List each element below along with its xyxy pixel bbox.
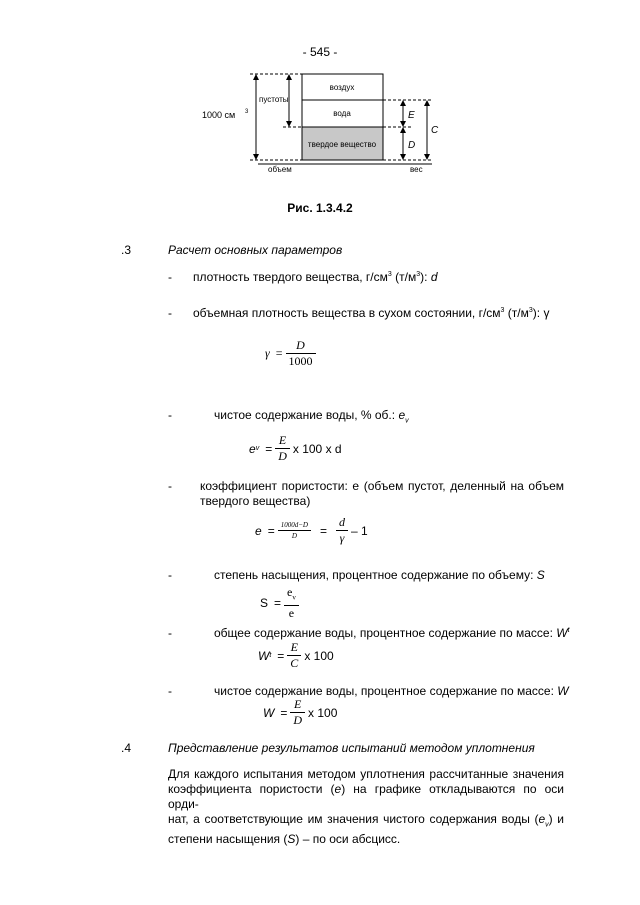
- item-net-water-mass: чистое содержание воды, процентное содержание по массе: W: [214, 684, 569, 698]
- arrow-voids-head-bottom: [286, 121, 292, 127]
- bullet-dash: -: [168, 408, 172, 422]
- item-solid-density: плотность твердого вещества, $г/см^3$ $(т/м^3)$: d: [193, 270, 438, 284]
- bullet-dash: -: [168, 684, 172, 698]
- section4-number: .4: [121, 741, 132, 755]
- layer-water-label: вода: [333, 109, 351, 118]
- arrow-E-head-bottom: [400, 121, 406, 127]
- item-net-water-volume: чистое содержание воды, % об.: $e_v$: [214, 408, 409, 425]
- item-dry-density: объемная плотность вещества в сухом состоянии, $г/см^3$ $(т/м^3)$: γ: [193, 306, 550, 320]
- bullet-dash: -: [168, 270, 172, 284]
- item-void-ratio: коэффициент пористости: е (объем пустот, деленный на объем твердого вещества): [200, 479, 564, 508]
- formula-ev: e v = $\frac{E}{D}$ x 100 x d: [249, 433, 342, 463]
- bullet-dash: -: [168, 479, 172, 493]
- bullet-dash: -: [168, 306, 172, 320]
- arrow-total-head-bottom: [253, 154, 259, 160]
- arrow-C-head-top: [424, 100, 430, 106]
- arrow-D-head-top: [400, 127, 406, 133]
- volume-total-label: 1000 см: [202, 110, 236, 120]
- arrow-D-head-bottom: [400, 154, 406, 160]
- layer-solid-label: твердое вещество: [307, 140, 377, 149]
- arrow-C-head-bottom: [424, 154, 430, 160]
- section3-title: Расчет основных параметров: [168, 243, 343, 257]
- volume-label: объем: [268, 165, 292, 174]
- page-number: - 545 -: [302, 45, 338, 59]
- voids-label: пустоты: [259, 95, 289, 104]
- formula-gamma: γ = $\frac{D}{1000}$: [265, 338, 319, 369]
- letter-D: D: [408, 140, 416, 151]
- letter-C: C: [431, 125, 439, 136]
- formula-S: S = $\frac{e_v}{e}$: [260, 585, 302, 621]
- item-saturation: степень насыщения, процентное содержание по объему: S: [214, 568, 545, 582]
- section3-number: .3: [121, 243, 132, 257]
- figure-caption: Рис. 1.3.4.2: [287, 201, 353, 215]
- layer-air-label: воздух: [329, 83, 355, 92]
- arrow-E-head-top: [400, 100, 406, 106]
- section4-title: Представление результатов испытаний методом уплотнения: [168, 741, 535, 755]
- volume-total-sup: 3: [245, 109, 249, 115]
- bullet-dash: -: [168, 626, 172, 640]
- weight-label: вес: [410, 165, 423, 174]
- section4-paragraph: Для каждого испытания методом уплотнения рассчитанные значения коэффициента пористости (е) на графике откладываются по оси орди- нат, а соответствующие им значения чистого содержания воды $(e_v)$ и степени насыщения (S) – по оси абсцисс.: [168, 767, 564, 847]
- formula-e: e = $\frac{1000d-D}{D}$ = $\frac{d}{\gamma}$ – 1: [255, 515, 368, 545]
- formula-Wt: W t = $\frac{E}{C}$ x 100: [258, 640, 334, 670]
- item-total-water-mass: общее содержание воды, процентное содержание по массе: $W^t$: [214, 626, 570, 640]
- arrow-voids-head-top: [286, 74, 292, 80]
- formula-W: W = $\frac{E}{D}$ x 100: [263, 697, 338, 727]
- arrow-total-head-top: [253, 74, 259, 80]
- bullet-dash: -: [168, 568, 172, 582]
- phase-diagram: [0, 0, 640, 200]
- letter-E: E: [408, 110, 415, 121]
